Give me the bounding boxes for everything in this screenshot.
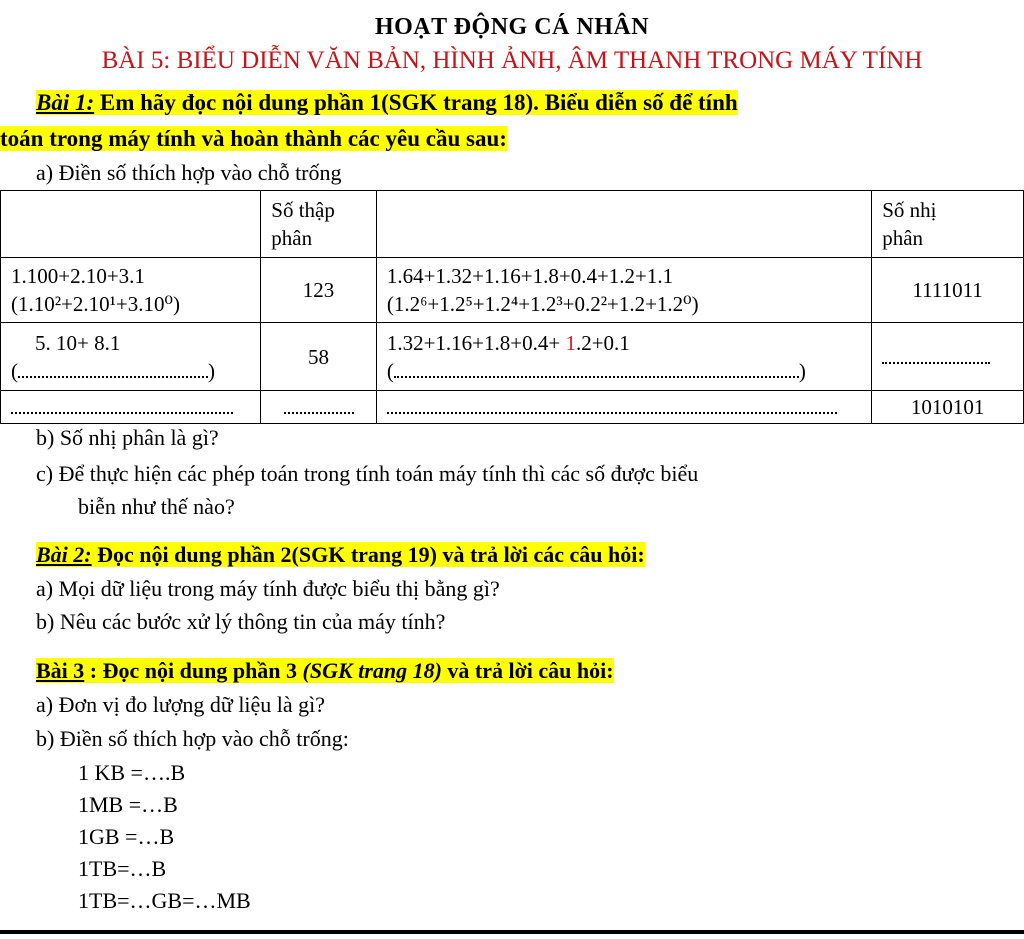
row1-expr1: 1.100+2.10+3.1 (11, 264, 145, 288)
unit-line: 1TB=…B (78, 856, 167, 881)
lesson-title: BÀI 5: BIỂU DIỄN VĂN BẢN, HÌNH ẢNH, ÂM THANH TRONG MÁY TÍNH (101, 47, 923, 74)
row2-bin-expr (376, 323, 871, 391)
unit-line: 1TB=…GB=…MB (78, 888, 251, 913)
header-decimal-line2: phân (271, 226, 313, 250)
table-row (1, 391, 1024, 424)
bai2-text: Đọc nội dung phần 2(SGK trang 19) và trả lời các câu hỏi: (91, 542, 645, 567)
row1-bin-expr2: (1.2⁶+1.2⁵+1.2⁴+1.2³+0.2²+1.2+1.2⁰) (386, 292, 699, 316)
row2-bin-expr1 (387, 329, 861, 357)
page-bottom-border (0, 930, 1024, 934)
bai3-item-b: b) Điền số thích hợp vào chỗ trống: (36, 726, 349, 751)
bai3-text-italic: (SGK trang 18) (302, 658, 442, 683)
table-header-row (1, 191, 1024, 258)
answer-blank[interactable] (18, 370, 208, 378)
bai1-item-c-line2: biễn như thế nào? (78, 494, 235, 519)
row2-bin-expr2 (387, 357, 861, 385)
header-cell-empty-2 (376, 191, 871, 258)
header-cell-empty (1, 191, 261, 258)
row1-decimal: 123 (261, 258, 377, 323)
row2-expr1: 5. 10+ 8.1 (35, 330, 121, 355)
header-decimal (261, 191, 377, 258)
row2-bin-expr1-red: 1 (565, 330, 576, 355)
bai3-text-b: và trả lời câu hỏi: (441, 658, 614, 683)
row2-decimal: 58 (261, 323, 377, 391)
unit-line: 1GB =…B (78, 824, 175, 849)
unit-line: 1 KB =….B (78, 760, 186, 785)
bai3-label: Bài 3 (36, 658, 85, 683)
bai2-item-b: b) Nêu các bước xử lý thông tin của máy tính? (36, 609, 446, 634)
row1-bin-expr1: 1.64+1.32+1.16+1.8+0.4+1.2+1.1 (386, 264, 674, 288)
row3-decimal (261, 391, 377, 424)
bai2-heading (36, 540, 645, 570)
bai1-item-a: a) Điền số thích hợp vào chỗ trống (36, 160, 342, 185)
header-binary-line1: Số nhị (882, 198, 937, 222)
bai2-label: Bài 2: (36, 542, 92, 567)
row1-expr (1, 258, 261, 323)
row2-bin-expr1-part-a: 1.32+1.16+1.8+0.4+ (386, 330, 566, 355)
row2-bin-open-paren: ( (386, 358, 394, 383)
header-decimal-line1: Số thập (271, 198, 335, 222)
row1-binary: 1111011 (872, 258, 1024, 323)
number-table (0, 190, 1024, 424)
row1-expr2: (1.10²+2.10¹+3.10⁰) (11, 292, 180, 316)
bai1-heading-line2 (0, 124, 507, 154)
bai3-item-a: a) Đơn vị đo lượng dữ liệu là gì? (36, 692, 326, 717)
row2-expr2 (11, 357, 250, 385)
table-row (1, 323, 1024, 391)
row2-bin-close-paren: ) (798, 358, 806, 383)
bai1-item-c-line1: c) Để thực hiện các phép toán trong tính toán máy tính thì các số được biểu (36, 461, 699, 486)
row1-bin-expr (376, 258, 871, 323)
bai3-heading (36, 656, 614, 686)
bai1-label: Bài 1: (36, 90, 95, 115)
page-title: HOẠT ĐỘNG CÁ NHÂN (374, 14, 650, 40)
bai3-text-a: : Đọc nội dung phần 3 (84, 658, 303, 683)
row3-expr (1, 391, 261, 424)
table-row (1, 258, 1024, 323)
row3-bin-expr (376, 391, 871, 424)
header-binary (872, 191, 1024, 258)
answer-blank[interactable] (11, 406, 233, 414)
answer-blank[interactable] (882, 356, 990, 364)
row2-expr (1, 323, 261, 391)
bai1-heading-line1 (36, 88, 738, 118)
row3-binary: 1010101 (872, 391, 1024, 424)
unit-line: 1MB =…B (78, 792, 178, 817)
row2-bin-expr1-part-b: .2+0.1 (575, 330, 630, 355)
answer-blank[interactable] (387, 406, 837, 414)
row2-binary (872, 323, 1024, 391)
bai1-text-line1: Em hãy đọc nội dung phần 1(SGK trang 18). Biểu diễn số để tính (94, 90, 738, 115)
answer-blank[interactable] (394, 370, 799, 378)
row2-close-paren: ) (208, 358, 215, 383)
bai2-item-a: a) Mọi dữ liệu trong máy tính được biểu thị bằng gì? (36, 576, 500, 601)
header-binary-line2: phân (882, 226, 924, 250)
answer-blank[interactable] (284, 406, 354, 414)
row2-open-paren: ( (11, 358, 18, 383)
bai1-item-b: b) Số nhị phân là gì? (36, 425, 219, 450)
bai1-text-line2: toán trong máy tính và hoàn thành các yêu cầu sau: (0, 126, 507, 151)
